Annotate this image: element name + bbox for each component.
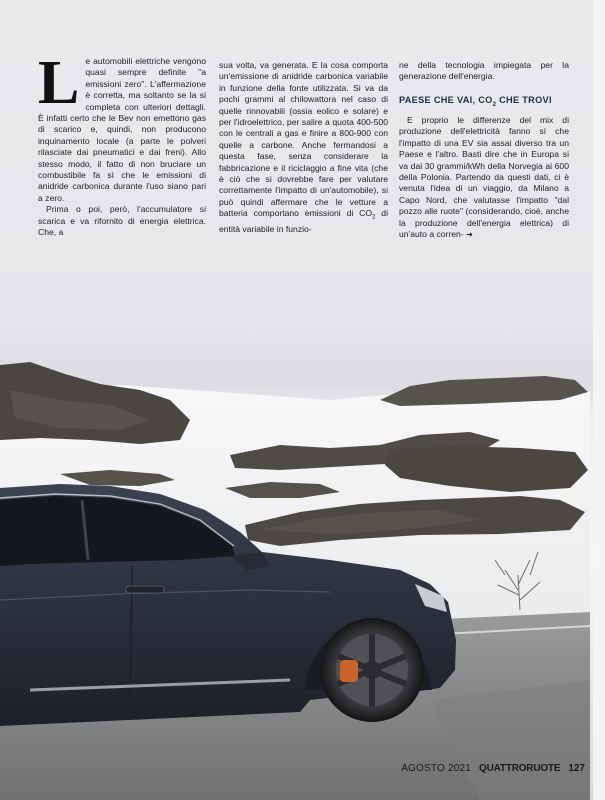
paragraph-energy-sources <box>219 60 388 236</box>
section-heading-pre: PAESE CHE VAI, CO <box>399 94 493 105</box>
section-heading <box>399 95 569 111</box>
continue-arrow-icon: ➜ <box>466 230 473 240</box>
text-column-2 <box>219 60 388 236</box>
paragraph-continuation: ne della tecnologia impiegata per la generazione dell'energia. <box>399 60 569 82</box>
page-footer <box>401 763 585 774</box>
page-number: 127 <box>568 763 585 774</box>
paragraph-energy-sources-text: sua volta, va generata. E la cosa comporta un'emissione di anidride carbonica variabile in funzione della fonte utilizzata. Si va da pochi grammi al chilowattora nel caso di quelle rinnovabili (ossia eolico e solare) e per l'idroelettrico, per salire a quota 400-500 con le centrali a gas e finire a 800-900 con quelle a carbone. Anche fermandosi a questa fase, senza considerare la fabbricazione e il riciclaggio a fine vita (che è ciò che si dovrebbe fare per valutare correttamente l'impatto di un'automobile), si può quindi affermare che le vetture a batteria comportano emissioni di CO <box>219 60 388 219</box>
text-column-1 <box>38 49 206 239</box>
paragraph-battery: Prima o poi, però, l'accumulatore si scarica e va rifornito di energia elettrica. Che, a <box>38 204 206 238</box>
paragraph-intro <box>38 49 206 204</box>
paragraph-intro-text: e automobili elettriche vengono quasi sempre definite "a emissioni zero". L'affermazione è corretta, ma soltanto se la si completa con ulteriori dettagli. È infatti certo che le Bev non emettono gas di scarico e, quindi, non producono inquinamento locale (a parte le polveri rilasciate dai pneumatici e dai freni). Allo stesso modo, il fatto di non bruciare un combustibile fa sì che le emissioni di anidride carbonica durante l'uso siano pari a zero. <box>38 56 206 203</box>
section-heading-post: CHE TROVI <box>496 94 552 105</box>
footer-date: AGOSTO 2021 <box>401 763 472 774</box>
section-heading-sub: 2 <box>492 101 497 108</box>
paragraph-energy-sources-end: di entità variabile in funzio- <box>219 208 388 235</box>
paragraph-country-mix-text: E proprio le differenze del mix di produzione dell'elettricità fanno sì che l'impatto di una EV sia assai diverso tra un Paese e l'altro. Basti dire che in Europa si va dai 30 grammi/kWh della Norvegia ai 600 della Polonia. Partendo da questi dati, ci è venuta l'idea di un viaggio, da Milano a Capo Nord, che valutasse l'impatto "dal pozzo alle ruote" (considerando, cioè, anche la produzione dell'energia elettrica) di un'auto a corren- <box>399 115 569 240</box>
text-column-3 <box>399 60 569 241</box>
co2-subscript: 2 <box>372 215 376 221</box>
footer-magazine-name: QUATTRORUOTE <box>479 763 561 774</box>
paragraph-country-mix <box>399 115 569 240</box>
page-edge <box>593 0 605 800</box>
drop-cap: L <box>38 49 80 117</box>
article-body <box>0 0 605 260</box>
